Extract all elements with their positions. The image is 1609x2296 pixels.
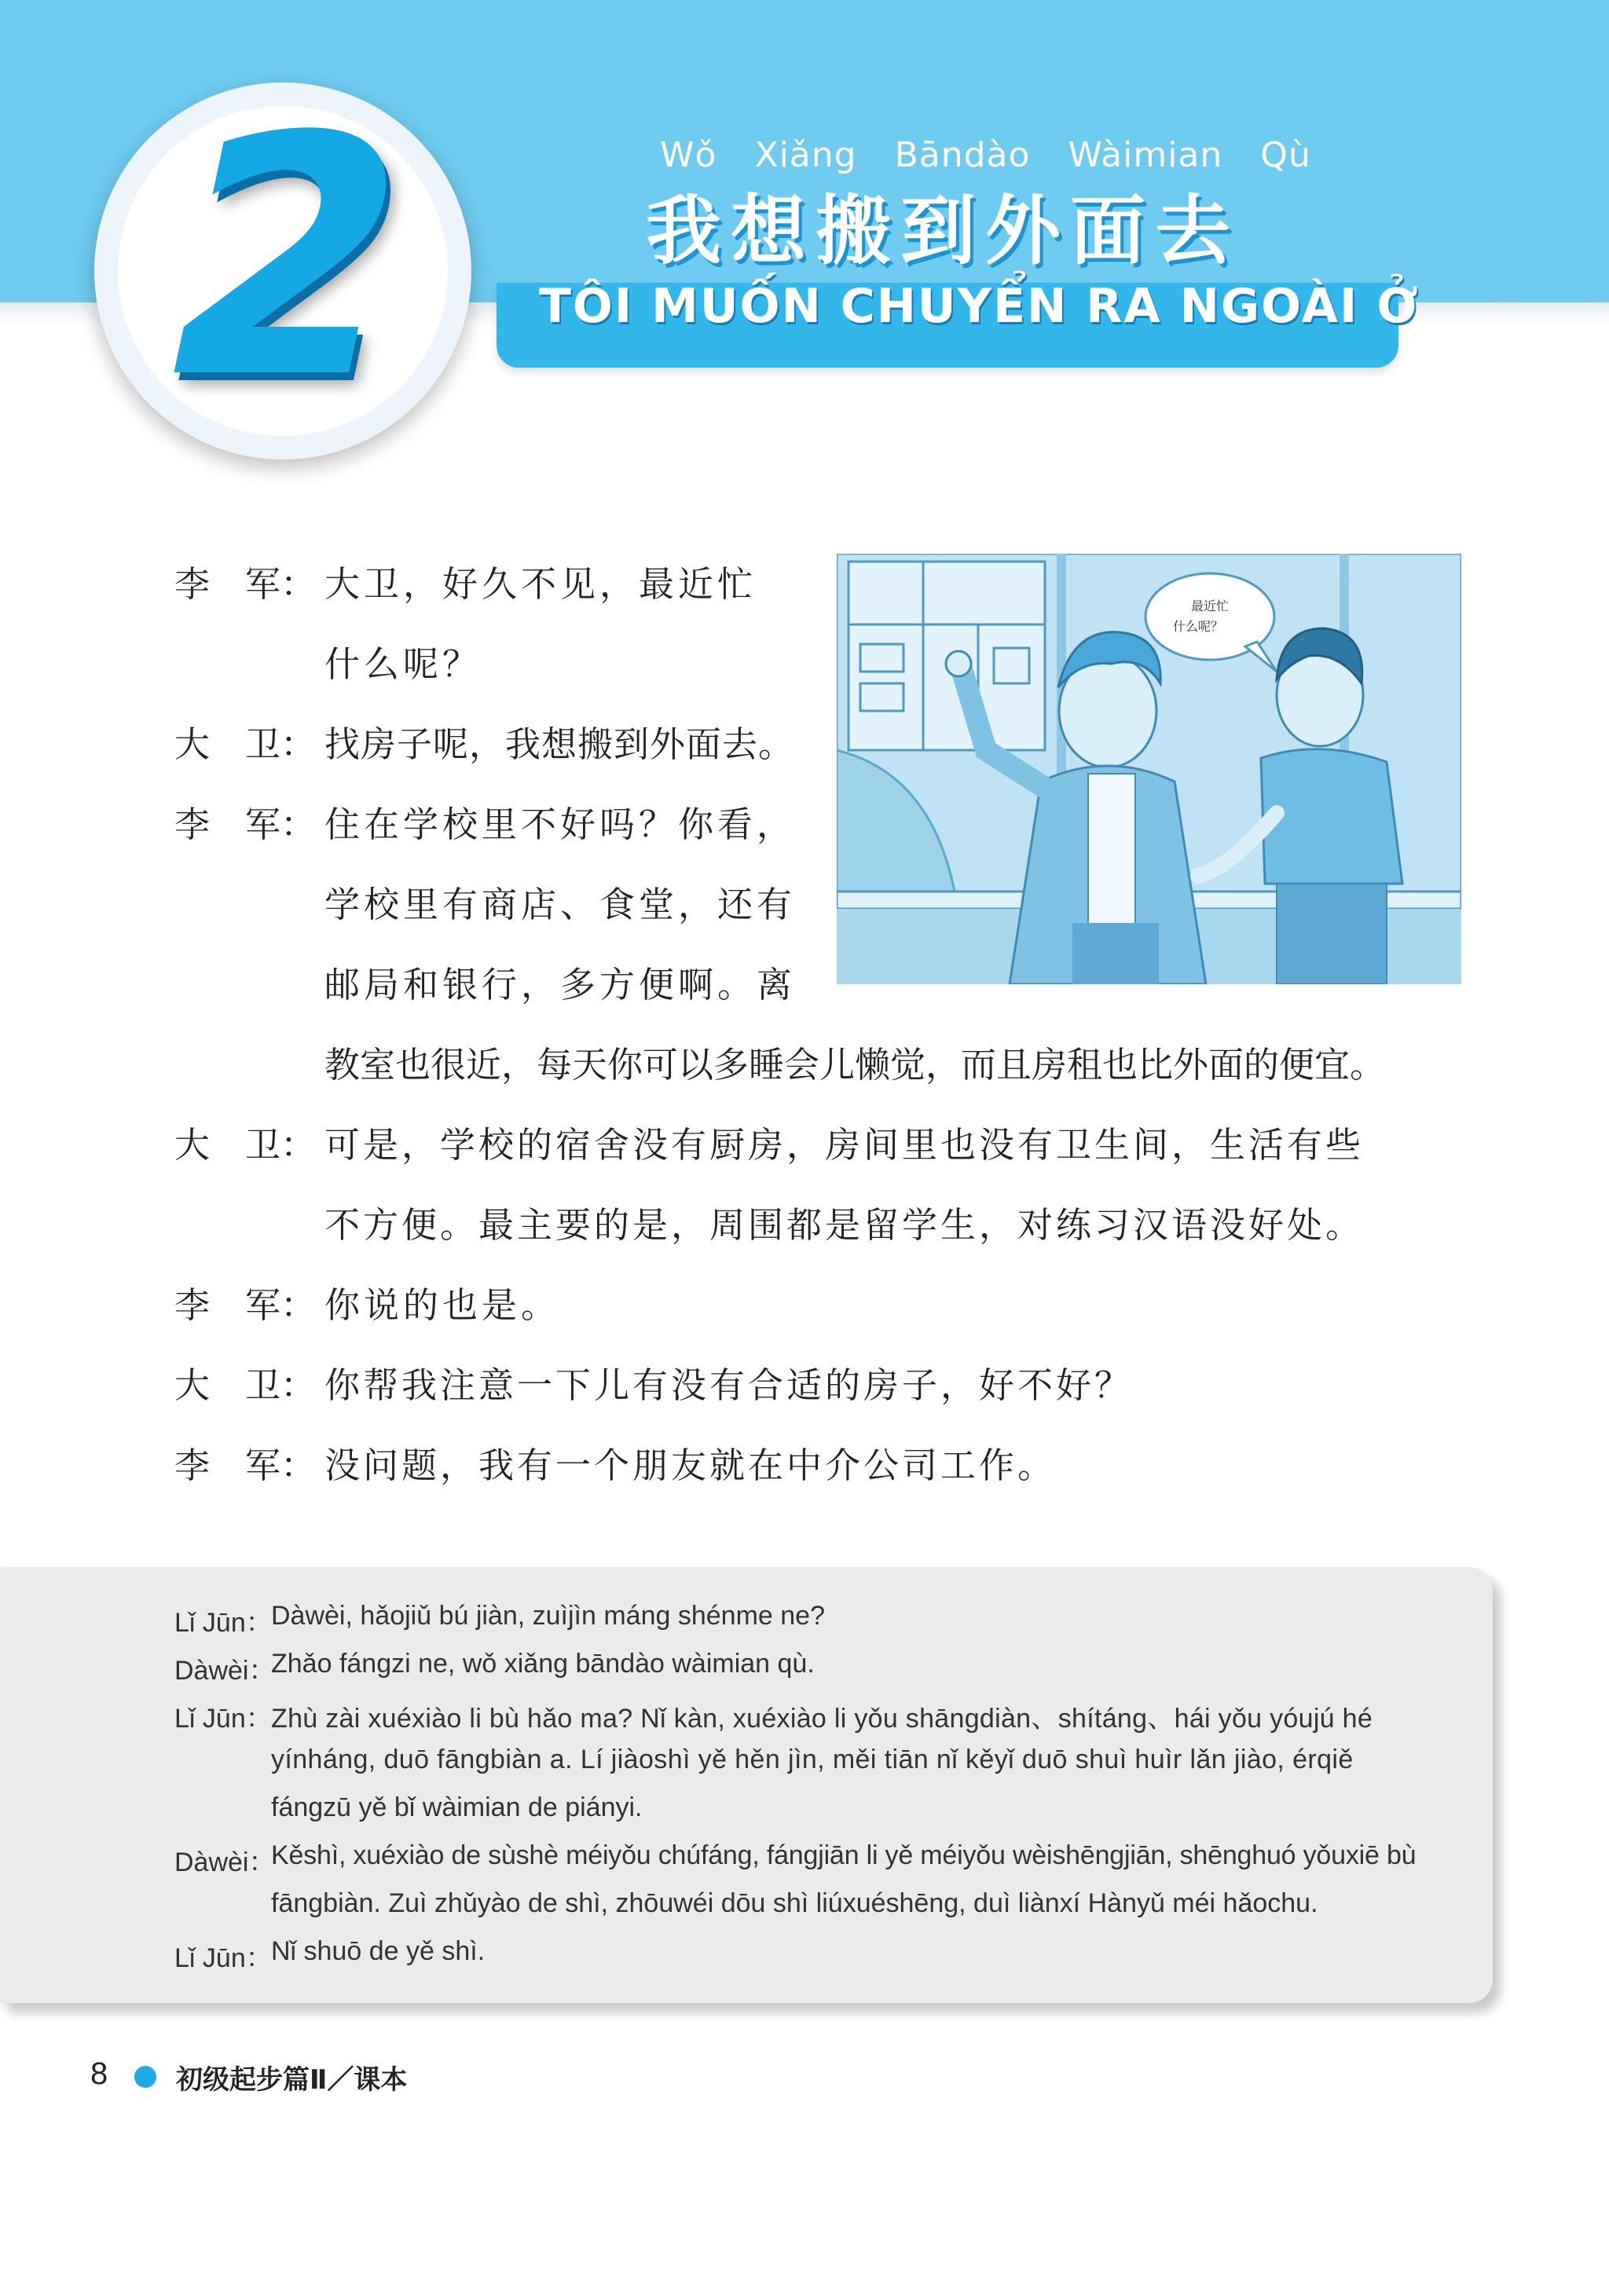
- dialogue-line: 什么呢？: [324, 643, 482, 685]
- pinyin-line: Kěshì, xuéxiào de sùshè méiyǒu chúfáng, fángjiān li yě méiyǒu wèishēngjiān, shēnghuó yǒuxiē bù: [271, 1840, 1417, 1870]
- floor-plan-icon: [848, 562, 1045, 750]
- lesson-title-chinese: 我想搬到外面去: [646, 187, 1240, 275]
- pinyin-word: Wàimian: [1068, 135, 1223, 175]
- pinyin-line: Zhǎo fángzi ne, wǒ xiǎng bāndào wàimian qù.: [271, 1649, 815, 1679]
- dialogue-illustration: [837, 554, 1461, 984]
- dialogue-line: 你说的也是。: [324, 1284, 561, 1326]
- speaker-label: 大 卫：: [174, 1124, 317, 1166]
- dialogue-line: 没问题，我有一个朋友就在中介公司工作。: [324, 1445, 1057, 1486]
- lesson-title-vietnamese: TÔI MUỐN CHUYỂN RA NGOÀI Ở: [539, 279, 1420, 334]
- pinyin-line: Dàwèi, hǎojiǔ bú jiàn, zuìjìn máng shénme ne?: [271, 1601, 825, 1631]
- dialogue-line: 大卫，好久不见，最近忙: [324, 563, 757, 605]
- speech-bubble-line2: 什么呢？: [1172, 619, 1224, 634]
- pinyin-word: Qù: [1260, 135, 1311, 175]
- speaker-label: 李 军：: [174, 1284, 317, 1326]
- pinyin-line: yínháng, duō fāngbiàn a. Lí jiàoshì yě hěn jìn, měi tiān nǐ kěyǐ duō shuì huìr lǎn jiào, érqiě: [271, 1745, 1354, 1774]
- speaker-label: 李 军：: [174, 1445, 317, 1486]
- dialogue-line: 可是，学校的宿舍没有厨房，房间里也没有卫生间，生活有些: [324, 1124, 1365, 1166]
- speaker-label: 李 军：: [174, 804, 317, 845]
- dialogue-line: 教室也很近，每天你可以多睡会儿懒觉，而且房租也比外面的便宜。: [324, 1044, 1386, 1086]
- speaker-label: 大 卫：: [174, 1364, 317, 1406]
- footer-bullet-icon: [134, 2066, 156, 2088]
- dialogue-line: 找房子呢，我想搬到外面去。: [324, 723, 795, 765]
- book-title: 初级起步篇Ⅱ／课本: [176, 2064, 408, 2096]
- speaker-label: 李 军：: [174, 563, 317, 605]
- dialogue-line: 住在学校里不好吗？你看，: [324, 804, 797, 845]
- pinyin-word: Bāndào: [894, 135, 1031, 175]
- lesson-number: 2: [131, 67, 443, 451]
- pinyin-word: Xiǎng: [754, 135, 857, 175]
- dialogue-line: 你帮我注意一下儿有没有合适的房子，好不好？: [324, 1364, 1134, 1406]
- lesson-title-pinyin: [660, 135, 1349, 175]
- speech-bubble-line1: 最近忙: [1190, 599, 1230, 613]
- pinyin-speaker: Lǐ Jūn：: [174, 1943, 273, 1973]
- pinyin-speaker: Lǐ Jūn：: [174, 1608, 273, 1638]
- illustration-svg: [837, 554, 1461, 984]
- speaker-label: 大 卫：: [174, 723, 317, 765]
- dialogue-line: 不方便。最主要的是，周围都是留学生，对练习汉语没好处。: [324, 1204, 1365, 1246]
- pinyin-speaker: Dàwèi：: [174, 1847, 276, 1877]
- pinyin-line: Nǐ shuō de yě shì.: [271, 1936, 486, 1966]
- pinyin-line: fángzū yě bǐ wàimian de piányi.: [271, 1792, 643, 1822]
- pinyin-speaker: Dàwèi：: [174, 1656, 276, 1686]
- dialogue-line: 学校里有商店、食堂，还有: [324, 884, 797, 925]
- pinyin-speaker: Lǐ Jūn：: [174, 1704, 273, 1734]
- page-number: 8: [90, 2056, 108, 2091]
- dialogue-line: 邮局和银行，多方便啊。离: [324, 964, 797, 1005]
- pinyin-line: fāngbiàn. Zuì zhǔyào de shì, zhōuwéi dōu shì liúxuéshēng, duì liànxí Hànyǔ méi hǎochu.: [271, 1888, 1318, 1918]
- pinyin-line: Zhù zài xuéxiào li bù hǎo ma? Nǐ kàn, xuéxiào li yǒu shāngdiàn、shítáng、hái yǒu yóujú hé: [271, 1704, 1373, 1734]
- pinyin-word: Wǒ: [660, 135, 717, 175]
